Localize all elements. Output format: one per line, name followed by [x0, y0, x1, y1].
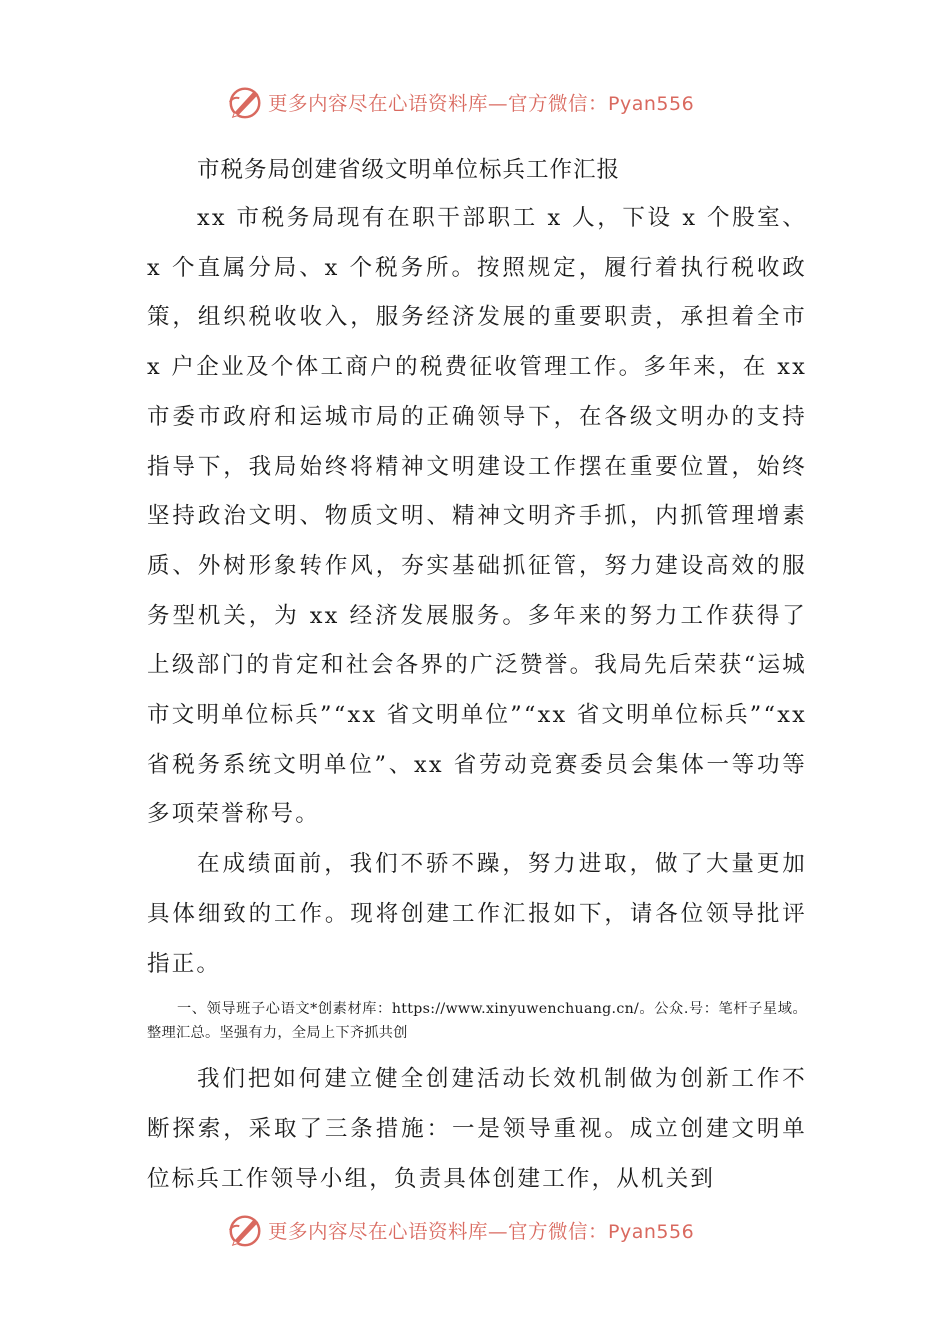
banner-handle: Pyan556 — [608, 93, 695, 115]
banner-text — [268, 88, 694, 116]
footer-watermark-banner — [226, 1208, 746, 1252]
paragraph-measures: 我们把如何建立健全创建活动长效机制做为创新工作不断探索，采取了三条措施：一是领导重视。成立创建文明单位标兵工作领导小组，负责具体创建工作，从机关到 — [147, 1066, 807, 1192]
paragraph-achievements: 在成绩面前，我们不骄不躁，努力进取，做了大量更加具体细致的工作。现将创建工作汇报如下，请各位领导批评指正。 — [147, 851, 807, 977]
header-watermark-banner — [226, 80, 746, 124]
section-heading-note: 一、领导班子心语文*创素材库：https://www.xinyuwenchuang.cn/。公众.号：笔杆子星域。整理汇总。坚强有力，全局上下齐抓共创 — [147, 1001, 807, 1042]
pen-circle-logo-icon — [226, 1211, 264, 1249]
banner-text-cn: 更多内容尽在心语资料库—官方微信： — [268, 1220, 609, 1243]
banner-text — [268, 1216, 694, 1244]
document-title: 市税务局创建省级文明单位标兵工作汇报 — [197, 157, 621, 183]
pen-circle-logo-icon — [226, 83, 264, 121]
banner-handle: Pyan556 — [608, 1221, 695, 1243]
banner-text-cn: 更多内容尽在心语资料库—官方微信： — [268, 92, 609, 115]
paragraph-intro: xx 市税务局现有在职干部职工 x 人，下设 x 个股室、x 个直属分局、x 个税务所。按照规定，履行着执行税收政策，组织税收收入，服务经济发展的重要职责，承担着全市 x 户企业及个体工商户的税费征收管理工作。多年来，在 xx 市委市政府和运城市局的正确领导下，在各级文明办的支持指导下，我局始终将精神文明建设工作摆在重要位置，始终坚持政治文明、物质文明、精神文明齐手抓，内抓管理增素质、外树形象转作风，夯实基础抓征管，努力建设高效的服务型机关，为 xx 经济发展服务。多年来的努力工作获得了上级部门的肯定和社会各界的广泛赞誉。我局先后荣获“运城市文明单位标兵”“xx 省文明单位”“xx 省文明单位标兵”“xx 省税务系统文明单位”、xx 省劳动竞赛委员会集体一等功等多项荣誉称号。 — [147, 205, 807, 828]
document-body — [147, 146, 807, 1204]
